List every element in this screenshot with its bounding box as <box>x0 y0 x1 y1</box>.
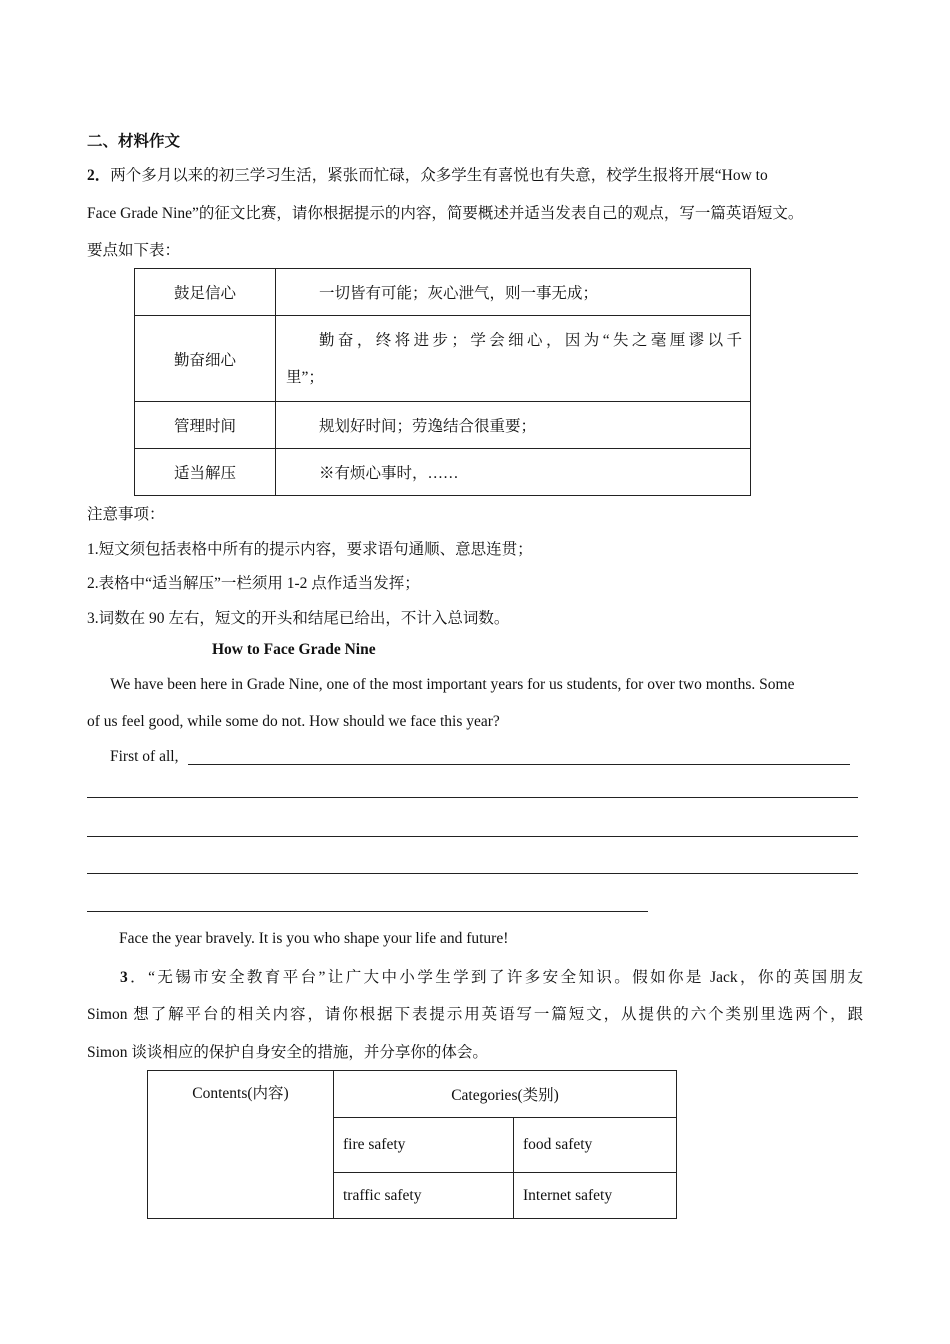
row-label: 勤奋细心 <box>135 316 276 402</box>
answer-line[interactable] <box>87 836 858 837</box>
section-heading: 二、材料作文 <box>87 133 181 150</box>
q3-line3: Simon 谈谈相应的保护自身安全的措施，并分享你的体会。 <box>87 1044 488 1061</box>
category-cell: traffic safety <box>334 1173 514 1219</box>
contents-header: Contents(内容) <box>148 1071 334 1219</box>
answer-line[interactable] <box>87 797 858 798</box>
first-of-all-label: First of all, <box>110 748 179 765</box>
category-cell: food safety <box>514 1118 677 1173</box>
row-content-line2: 里”； <box>286 368 324 386</box>
essay-title: How to Face Grade Nine <box>212 641 376 658</box>
table-row <box>148 1071 677 1118</box>
q2-intro-line3: 要点如下表： <box>87 242 181 259</box>
essay-paragraph-line2: of us feel good, while some do not. How should we face this year? <box>87 713 500 730</box>
table-row <box>135 316 751 402</box>
note-item: 2.表格中“适当解压”一栏须用 1-2 点作适当发挥； <box>87 575 420 592</box>
row-content: ※有烦心事时，…… <box>276 449 751 496</box>
row-content: 一切皆有可能；灰心泄气，则一事无成； <box>276 269 751 316</box>
row-label: 鼓足信心 <box>135 269 276 316</box>
row-content <box>276 316 751 402</box>
category-cell: fire safety <box>334 1118 514 1173</box>
q3-text-line1: ．“无锡市安全教育平台”让广大中小学生学到了许多安全知识。假如你是 Jack，你的英国朋友 <box>127 969 863 986</box>
essay-paragraph-line1: We have been here in Grade Nine, one of the most important years for us students, for over two months. Some <box>110 676 795 693</box>
answer-line[interactable] <box>87 911 648 912</box>
row-label: 管理时间 <box>135 402 276 449</box>
row-label: 适当解压 <box>135 449 276 496</box>
category-cell: Internet safety <box>514 1173 677 1219</box>
q3-line1 <box>87 965 863 987</box>
q3-number: 3 <box>120 969 128 986</box>
row-content: 规划好时间；劳逸结合很重要； <box>276 402 751 449</box>
note-item: 1.短文须包括表格中所有的提示内容，要求语句通顺、意思连贯； <box>87 541 533 558</box>
q2-intro-line2: Face Grade Nine”的征文比赛，请你根据提示的内容，简要概述并适当发表自己的观点，写一篇英语短文。 <box>87 205 804 222</box>
q3-line2: Simon 想了解平台的相关内容，请你根据下表提示用英语写一篇短文，从提供的六个类别里选两个，跟 <box>87 1006 863 1023</box>
key-points-table <box>134 268 751 496</box>
answer-line[interactable] <box>188 764 850 765</box>
essay-ending: Face the year bravely. It is you who shape your life and future! <box>119 930 509 947</box>
notes-title: 注意事项： <box>87 506 165 523</box>
q2-number: 2． <box>87 167 111 184</box>
answer-line[interactable] <box>87 873 858 874</box>
q2-text-line1: 两个多月以来的初三学习生活，紧张而忙碌，众多学生有喜悦也有失意，校学生报将开展“How to <box>110 167 768 184</box>
row-content-line1: 勤奋，终将进步；学会细心，因为“失之毫厘谬以千 <box>319 331 742 349</box>
table-row <box>135 449 751 496</box>
categories-header: Categories(类别) <box>334 1071 677 1118</box>
q2-intro-line1 <box>87 163 768 185</box>
note-item: 3.词数在 90 左右，短文的开头和结尾已给出，不计入总词数。 <box>87 610 510 627</box>
table-row <box>135 269 751 316</box>
table-row <box>135 402 751 449</box>
safety-categories-table <box>147 1070 677 1219</box>
